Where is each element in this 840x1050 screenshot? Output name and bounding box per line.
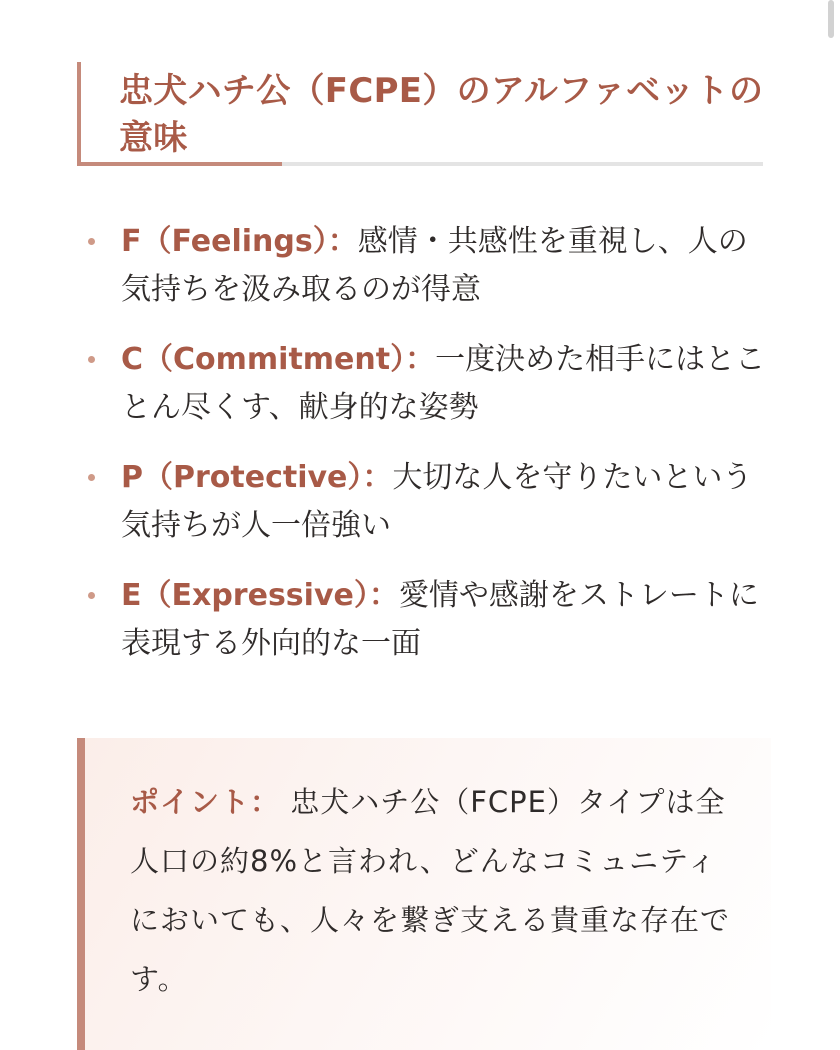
item-description: 大切な人を守りたいという気持ちが人一倍強い — [121, 460, 753, 543]
item-description: 愛情や感謝をストレートに表現する外向的な一面 — [121, 578, 759, 661]
point-callout — [77, 738, 771, 1050]
bullet-icon — [88, 356, 95, 363]
item-term: C（Commitment）： — [121, 342, 436, 377]
list-item — [86, 336, 766, 432]
list-item — [86, 454, 766, 550]
scrollbar[interactable] — [828, 0, 834, 38]
list-item — [86, 218, 766, 314]
item-term: P（Protective）： — [121, 460, 393, 495]
bullet-icon — [88, 592, 95, 599]
point-body: 忠犬ハチ公（FCPE）タイプは全人口の約8%と言われ、どんなコミュニティにおいても、人々を繋ぎ支える貴重な存在です。 — [130, 785, 731, 996]
point-paragraph — [130, 773, 730, 1009]
item-term: F（Feelings）： — [121, 224, 358, 259]
section-title: 忠犬ハチ公（FCPE）のアルファベットの意味 — [119, 71, 764, 158]
meaning-list — [86, 218, 766, 690]
heading-underline-accent — [77, 162, 282, 166]
bullet-icon — [88, 238, 95, 245]
list-item — [86, 572, 766, 668]
item-description: 一度決めた相手にはとことん尽くす、献身的な姿勢 — [121, 342, 766, 425]
point-label: ポイント： — [130, 785, 281, 819]
section-heading — [77, 62, 767, 166]
item-term: E（Expressive）： — [121, 578, 399, 613]
item-description: 感情・共感性を重視し、人の気持ちを汲み取るのが得意 — [121, 224, 748, 307]
bullet-icon — [88, 474, 95, 481]
